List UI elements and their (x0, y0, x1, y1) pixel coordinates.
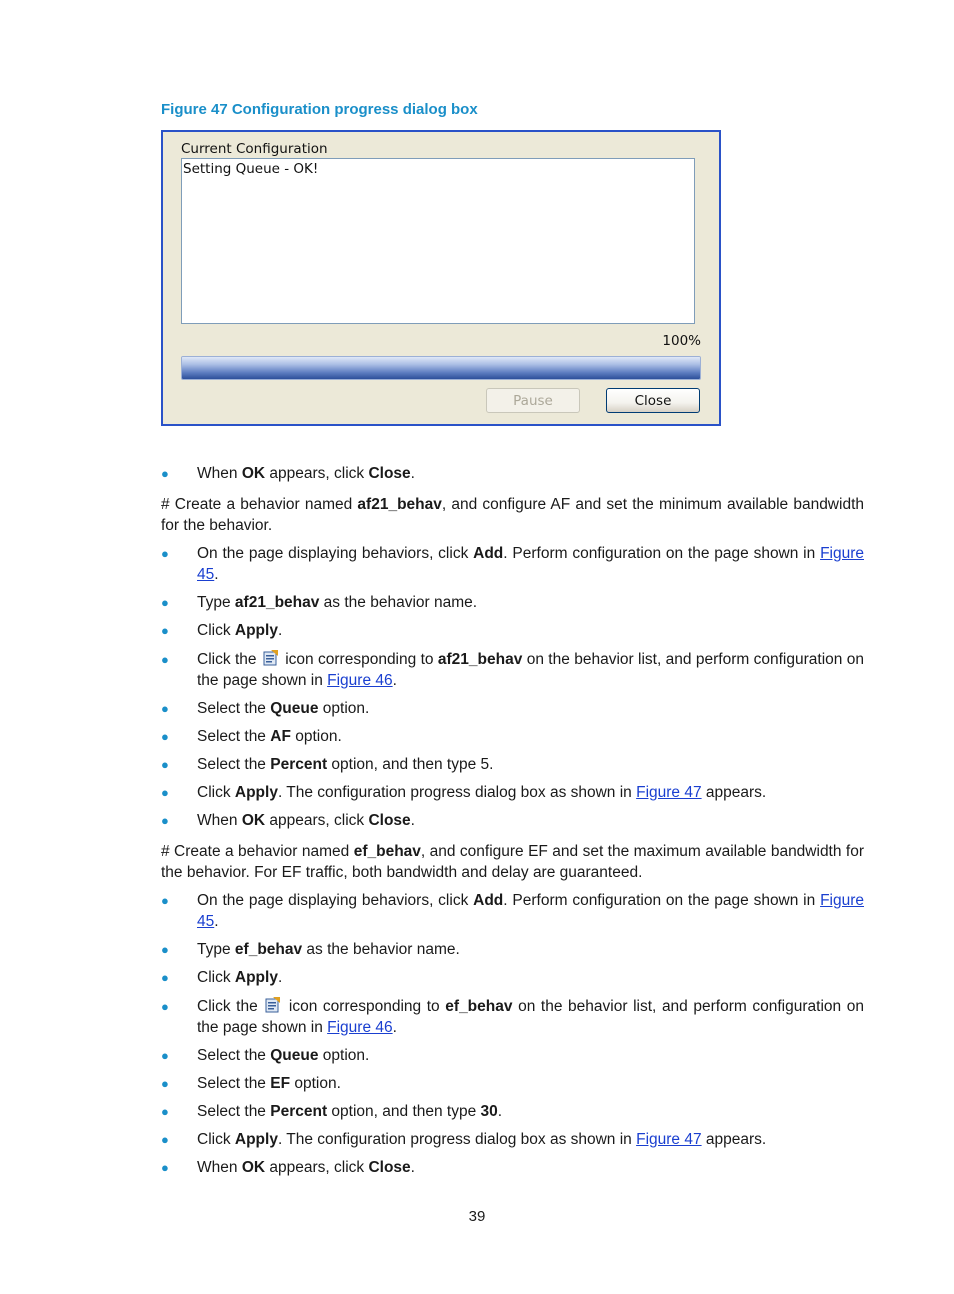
bullet-icon: ● (161, 546, 169, 561)
bullet-icon: ● (161, 1160, 169, 1175)
edit-config-icon (264, 996, 282, 1014)
close-button[interactable]: Close (606, 388, 700, 413)
bullet-icon: ● (161, 595, 169, 610)
figure-46-link[interactable]: Figure 46 (327, 672, 393, 689)
bullet-icon: ● (161, 729, 169, 744)
current-configuration-label: Current Configuration (181, 141, 328, 157)
figure-45-link[interactable]: Figure 45 (197, 892, 864, 930)
figure-47-link[interactable]: Figure 47 (636, 784, 702, 801)
configuration-log-box[interactable] (181, 158, 695, 324)
progress-bar-fill (182, 357, 700, 379)
pause-button[interactable]: Pause (486, 388, 580, 413)
bullet-icon: ● (161, 942, 169, 957)
figure-45-link[interactable]: Figure 45 (197, 545, 864, 583)
bullet-icon: ● (161, 701, 169, 716)
bullet-icon: ● (161, 1132, 169, 1147)
bullet-icon: ● (161, 466, 169, 481)
progress-percent: 100% (662, 333, 701, 349)
bullet-icon: ● (161, 1048, 169, 1063)
paragraph-af21: # Create a behavior named af21_behav, and configure AF and set the minimum available bandwidth for the behavior. (161, 496, 864, 534)
figure-47-link[interactable]: Figure 47 (636, 1131, 702, 1148)
bullet-icon: ● (161, 1076, 169, 1091)
bullet-icon: ● (161, 623, 169, 638)
configuration-progress-dialog (161, 130, 721, 426)
bullet-icon: ● (161, 1104, 169, 1119)
bullet-icon: ● (161, 785, 169, 800)
figure-46-link[interactable]: Figure 46 (327, 1019, 393, 1036)
bullet-icon: ● (161, 757, 169, 772)
page-number: 39 (468, 1208, 486, 1225)
progress-bar (181, 356, 701, 380)
bullet-icon: ● (161, 999, 169, 1014)
bullet-icon: ● (161, 813, 169, 828)
bullet-icon: ● (161, 652, 169, 667)
figure-caption: Figure 47 Configuration progress dialog box (161, 101, 478, 118)
bullet-icon: ● (161, 893, 169, 908)
bullet-icon: ● (161, 970, 169, 985)
paragraph-ef: # Create a behavior named ef_behav, and configure EF and set the maximum available bandwidth for the behavior. For EF traffic, both bandwidth and delay are guaranteed. (161, 843, 864, 881)
log-line: Setting Queue - OK! (183, 161, 319, 177)
edit-config-icon (262, 649, 280, 667)
